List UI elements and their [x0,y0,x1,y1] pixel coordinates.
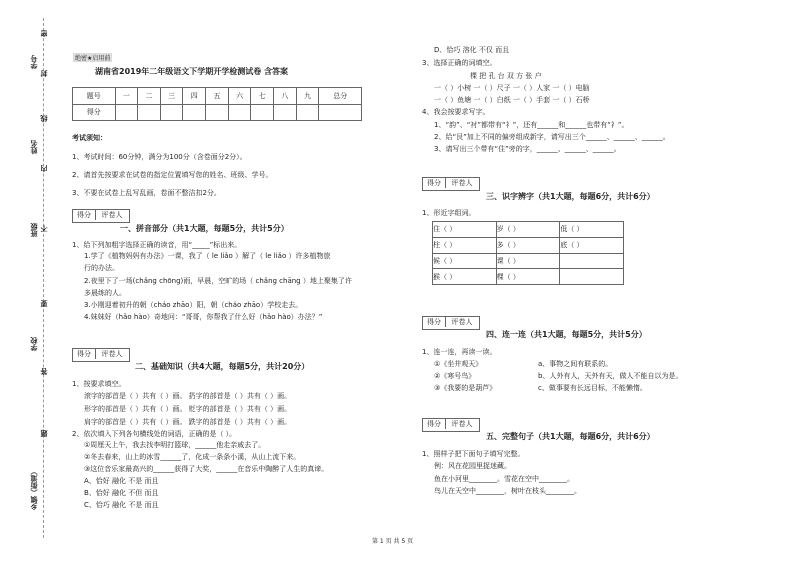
s1-line: 1、给下列加粗字选择正确的读音，用“_____”标出来。 [72,241,242,249]
score-cell: 八 [274,88,297,105]
secret-mark: 绝密★启用前 [75,55,111,62]
score-cell: 三 [160,88,183,105]
seal-char: 不 [40,225,48,232]
score-input[interactable] [319,104,362,121]
scorer-box [422,316,480,330]
seal-char: 内 [40,165,48,172]
s2-line: 2、依次填入下列各句横线处的词语，正确的是（ ）。 [72,430,237,438]
s2r-line: 一（ ）小树 一（ ）尺子 一（ ）人家 一（ ）电脑 [434,84,590,92]
char-cell: 猴（ ） [433,269,497,285]
page-title: 湖南省2019年二年级语文下学期开学检测试卷 含答案 [95,67,289,76]
s2r-line: 3、选择正确的词填空。 [422,59,497,67]
score-input[interactable] [251,104,274,121]
char-cell: 低（ ） [560,222,624,238]
score-input[interactable] [228,104,251,121]
s1-line: 4.妹妹好（hǎo hào）奇地问：“哥哥，你帮我了什么好（hǎo hào）办法？” [84,313,323,321]
side-label-school: 学校 [30,337,38,351]
seal-char: 答 [40,368,48,375]
s4-right-item[interactable]: c、做事要有长远目标，不能懒惰。 [538,384,647,392]
s5-line: 1、照样子把下面句子填写完整。 [422,450,525,458]
score-input[interactable] [206,104,229,121]
s1-line: 1.学了《植物妈妈有办法》一课，我了（ le liǎo ）解了（ le liǎo ）许多植物旅 [84,252,331,260]
notice-item: 3、不要在试卷上乱写乱画，卷面不整洁扣2分。 [72,189,221,197]
notice-item: 2、请首先按要求在试卷的指定位置填写您的姓名、班级、学号。 [72,171,273,179]
score-cell: 四 [183,88,206,105]
char-cell: 课（ ） [496,253,560,269]
s4-right-item[interactable]: a、事物之间有联系的。 [538,360,613,368]
scorer-score: 得分 [423,178,446,188]
scorer-score: 得分 [73,210,96,220]
s3-sub: 1、形近字组词。 [422,209,476,217]
scorer-box [72,348,130,362]
section-5-title: 五、完整句子（共1大题，每题6分，共计6分） [486,432,655,441]
score-input[interactable] [274,104,297,121]
seal-char: 要 [40,300,48,307]
char-cell: 棵（ ） [496,269,560,285]
s2r-line: 3、请写出三个带有“住”旁的字，______、______、______。 [434,145,621,153]
s4-sub: 1、连一连，再读一读。 [422,348,497,356]
char-cell [560,253,624,269]
section-3-title: 三、识字辨字（共1大题，每题6分，共计6分） [486,192,655,201]
s5-line: 鱼在小河里________。雪花在空中________。 [434,475,574,483]
char-grid [432,221,624,285]
score-input[interactable] [138,104,161,121]
score-cell: 二 [138,88,161,105]
char-cell: 柱（ ） [433,237,497,253]
score-table [72,87,362,121]
score-cell: 一 [115,88,138,105]
scorer-score: 得分 [73,349,96,359]
s2-line: 形字的部首是（ ）共有（ ）画。 贬字的部首是（ ）共有（ ）画。 [84,405,292,413]
score-cell: 题号 [73,88,116,105]
seal-char: 题 [40,430,48,437]
s2-line: 滚字的部首是（ ）共有（ ）画。 扔字的部首是（ ）共有（ ）画。 [84,392,292,400]
s2-line: ②冬去春来，山上的冰雪______了，化成一条条小溪，从山上流下来。 [84,453,301,461]
scorer-grader: 评卷人 [451,420,473,428]
side-label-town: 乡镇（街道） [30,468,38,510]
s5-line: 鸟儿在天空中________，树叶在枝头________。 [434,487,581,495]
s2-option: C、恰巧 融化 不是 而且 [84,501,159,509]
char-cell: 住（ ） [433,222,497,238]
score-input[interactable] [183,104,206,121]
notice-item: 1、考试时间：60分钟，满分为100分（含卷面分2分）。 [72,153,247,161]
s2-option: A、恰好 融化 不是 而且 [84,477,159,485]
scorer-grader: 评卷人 [451,318,473,326]
s1-line: 行的办法。 [84,264,119,272]
char-cell: 底（ ） [560,237,624,253]
char-cell: 岁（ ） [496,222,560,238]
score-cell: 六 [228,88,251,105]
scorer-box [422,418,480,432]
s2r-line: 1、“韵”、“衬”都带有“礻”，还有______和______也带有“礻”。 [434,121,629,129]
side-label-student-id: 学号 [30,55,38,69]
section-1-title: 一、拼音部分（共1大题，每题5分，共计5分） [120,224,289,233]
score-cell: 总分 [319,88,362,105]
page-footer: 第 1 页 共 5 页 [372,538,414,545]
side-label-name: 姓名 [30,140,38,154]
s4-left-item[interactable]: ①《坐井观天》 [434,360,483,368]
s1-line: 2.夜里下了一场(chǎng chōng)雨，早晨，空旷的场（ chǎng chāng ）地上聚集了许 [84,277,352,285]
s2-line: 肩字的部首是（ ）共有（ ）画。 跌字的部首是（ ）共有（ ）画。 [84,418,292,426]
scorer-score: 得分 [423,419,446,429]
s1-line: 3.小刚迎着初升的朝（cháo zhāo）阳，朝（cháo zhāo）学校走去。 [84,301,303,309]
score-cell: 五 [206,88,229,105]
section-2-title: 二、基础知识（共4大题，每题5分，共计20分） [135,362,310,371]
scorer-score: 得分 [423,317,446,327]
s2-option: D、恰巧 溶化 不仅 而且 [434,46,510,54]
section-4-title: 四、连一连（共1大题，每题5分，共计5分） [486,330,647,339]
score-cell: 七 [251,88,274,105]
s5-line: 例：风在花园里捉迷藏。 [434,462,511,470]
score-cell: 九 [296,88,319,105]
s1-line: 多晨练的人。 [84,289,126,297]
score-input[interactable] [160,104,183,121]
s2-line: ①周厘天上午，我去找李明打篮球，______他走亲戚去了。 [84,441,266,449]
s2-line: 1、按要求填空。 [72,380,126,388]
binding-line [43,18,44,538]
scorer-box [72,209,130,223]
scorer-box [422,177,480,191]
side-label-class: 班级 [30,223,38,237]
notice-heading: 考试须知： [72,134,107,142]
char-cell [560,269,624,285]
scorer-grader: 评卷人 [101,350,123,358]
char-cell: 多（ ） [496,237,560,253]
s4-right-item[interactable]: b、人外有人，天外有天，做人不能自以为是。 [538,372,683,380]
seal-char: 密 [40,30,48,37]
seal-char: 封 [40,70,48,77]
s2-option: B、恰好 融化 不但 而且 [84,489,159,497]
score-input[interactable] [115,104,138,121]
s2-line: ③这位音乐家最高兴的______获得了大奖，______在音乐中陶醉了人生的真谛。 [84,465,329,473]
score-input[interactable] [296,104,319,121]
s2r-line: 棵 把 孔 台 双 方 张 户 [470,72,542,80]
s2r-line: 一（ ）鱼塘 一（ ）白纸 一（ ）手套 一（ ）石桥 [434,96,590,104]
scorer-grader: 评卷人 [101,211,123,219]
s4-left-item[interactable]: ③《我要的是葫芦》 [434,384,497,392]
seal-char: 线 [40,115,48,122]
score-cell: 得分 [73,104,116,121]
char-cell: 候（ ） [433,253,497,269]
s4-left-item[interactable]: ②《寒号鸟》 [434,372,476,380]
s2r-line: 2、给“艮”加上不同的偏旁组成新字，请写出三个______、______、______。 [434,133,670,141]
scorer-grader: 评卷人 [451,179,473,187]
s2r-line: 4、我会按要求写字。 [422,108,490,116]
